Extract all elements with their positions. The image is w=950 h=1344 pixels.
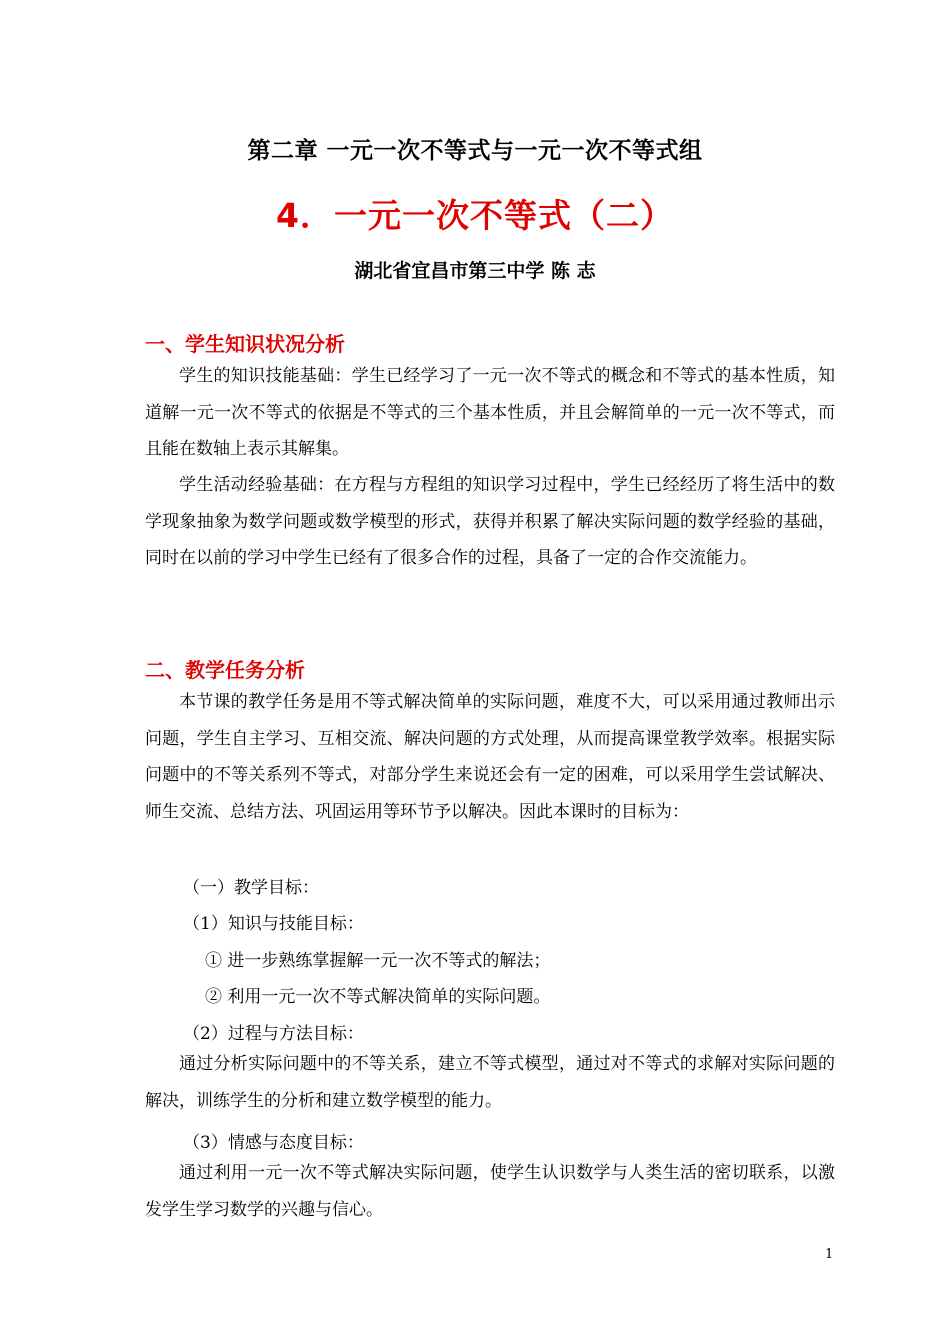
paragraph-process-methods: 通过分析实际问题中的不等关系，建立不等式模型，通过对不等式的求解对实际问题的解决，训练学生的分析和建立数学模型的能力。 [145,1054,835,1111]
goal-knowledge-skills-heading: （1）知识与技能目标： [183,914,364,934]
paragraph-knowledge-basis: 学生的知识技能基础：学生已经学习了一元一次不等式的概念和不等式的基本性质，知道解一元一次不等式的依据是不等式的三个基本性质，并且会解简单的一元一次不等式，而且能在数轴上表示其解集。 [145,366,835,459]
section-heading-student-analysis: 一、学生知识状况分析 [145,332,345,356]
goal-process-methods-heading: （2）过程与方法目标： [183,1024,364,1044]
goal-item-1: ① 进一步熟练掌握解一元一次不等式的解法； [205,951,551,971]
paragraph-activity-basis: 学生活动经验基础：在方程与方程组的知识学习过程中，学生已经经历了将生活中的数学现象抽象为数学问题或数学模型的形式，获得并积累了解决实际问题的数学经验的基础，同时在以前的学习中学生已经有了很多合作的过程，具备了一定的合作交流能力。 [145,475,835,568]
goals-heading: （一）教学目标： [183,878,319,898]
section-heading-task-analysis: 二、教学任务分析 [145,658,305,682]
paragraph-task-description: 本节课的教学任务是用不等式解决简单的实际问题，难度不大，可以采用通过教师出示问题，学生自主学习、互相交流、解决问题的方式处理，从而提高课堂教学效率。根据实际问题中的不等关系列不等式，对部分学生来说还会有一定的困难，可以采用学生尝试解决、师生交流、总结方法、巩固运用等环节予以解决。因此本课时的目标为： [145,692,835,822]
goal-emotion-attitude-heading: （3）情感与态度目标： [183,1133,364,1153]
author-line: 湖北省宜昌市第三中学 陈 志 [354,260,596,282]
lesson-title: 4．一元一次不等式（二） [276,196,674,235]
chapter-title: 第二章 一元一次不等式与一元一次不等式组 [247,138,703,164]
page-number: 1 [825,1247,834,1262]
goal-item-2: ② 利用一元一次不等式解决简单的实际问题。 [205,987,551,1007]
paragraph-emotion-attitude: 通过利用一元一次不等式解决实际问题，使学生认识数学与人类生活的密切联系，以激发学生学习数学的兴趣与信心。 [145,1163,835,1220]
